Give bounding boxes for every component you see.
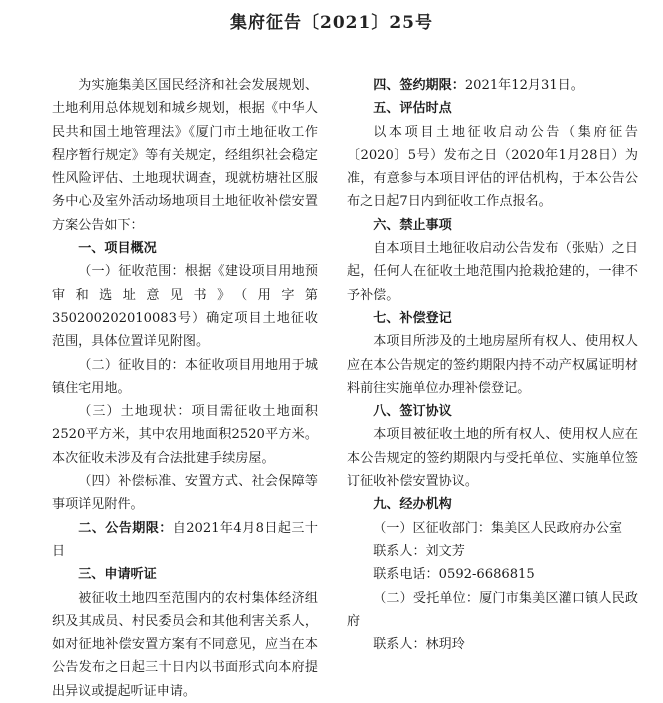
section-6-paragraph: 自本项目土地征收启动公告发布（张贴）之日起，任何人在征收土地范围内抢栽抢建的，一律不予补偿。 [347,241,638,303]
section-1-heading: 一、项目概况 [78,241,157,257]
section-3-paragraph: 被征收土地四至范围内的农村集体经济组织及其成员、村民委员会和其他利害关系人，如对征地补偿安置方案有不同意见，应当在本公告发布之日起三十日内以书面形式向本府提出异议或提起听证申请。 [52,590,318,699]
section-5-heading: 五、评估时点 [373,101,452,117]
section-9-district-office: （一）区征收部门：集美区人民政府办公室 [373,520,622,536]
section-2-heading [52,517,318,564]
section-9-contact-1: 联系人：刘文芳 [373,543,465,559]
section-1-status-paragraph: （三）土地现状：项目需征收土地面积2520平方米，其中农用地面积2520平方米。本次征收未涉及有合法批建手续房屋。 [52,404,318,466]
section-2-title: 二、公告期限： [78,520,173,536]
section-4-title: 四、签约期限： [373,78,465,93]
section-4-text: 2021年12月31日。 [464,78,584,93]
section-5-paragraph: 以本项目土地征收启动公告（集府征告〔2020〕5号）发布之日（2020年1月28日）为准，有意参与本项目评估的评估机构，于本公告公布之日起7日内到征收工作点报名。 [347,124,638,210]
section-9-heading: 九、经办机构 [373,497,452,513]
intro-paragraph: 为实施集美区国民经济和社会发展规划、土地利用总体规划和城乡规划，根据《中华人民共和国土地管理法》《厦门市土地征收工作程序暂行规定》等有关规定，经组织社会稳定性风险评估、土地现状调查，现就枋塘社区服务中心及室外活动场地项目土地征收补偿安置方案公告如下： [52,78,318,233]
section-9-entrusted-unit: （二）受托单位：厦门市集美区灌口镇人民政府 [347,590,638,629]
section-7-paragraph: 本项目所涉及的土地房屋所有权人、使用权人应在本公告规定的签约期限内持不动产权属证明材料前往实施单位办理补偿登记。 [347,334,638,396]
section-8-paragraph: 本项目被征收土地的所有权人、使用权人应在本公告规定的签约期限内与受托单位、实施单位签订征收补偿安置协议。 [347,427,638,490]
section-6-heading: 六、禁止事项 [373,217,452,233]
left-column [52,74,318,703]
right-column [347,74,638,656]
section-7-heading: 七、补偿登记 [373,310,452,326]
section-3-heading: 三、申请听证 [78,567,157,583]
section-4-heading [347,74,638,97]
section-1-compensation-paragraph: （四）补偿标准、安置方式、社会保障等事项详见附件。 [52,474,318,513]
section-2-text: 自2021年4月8日起三十日 [52,520,319,559]
section-9-contact-2: 联系人：林玥玲 [373,637,465,653]
section-1-scope-paragraph: （一）征收范围：根据《建设项目用地预审和选址意见书》（用字第350200202010083号）确定项目土地征收范围，具体位置详见附图。 [52,264,318,350]
document-number-title: 集府征告〔2021〕25号 [230,13,433,33]
section-1-purpose-paragraph: （二）征收目的：本征收项目用地用于城镇住宅用地。 [52,357,318,396]
section-9-phone-1: 联系电话：0592-6686815 [373,567,535,583]
section-8-heading: 八、签订协议 [373,404,452,420]
